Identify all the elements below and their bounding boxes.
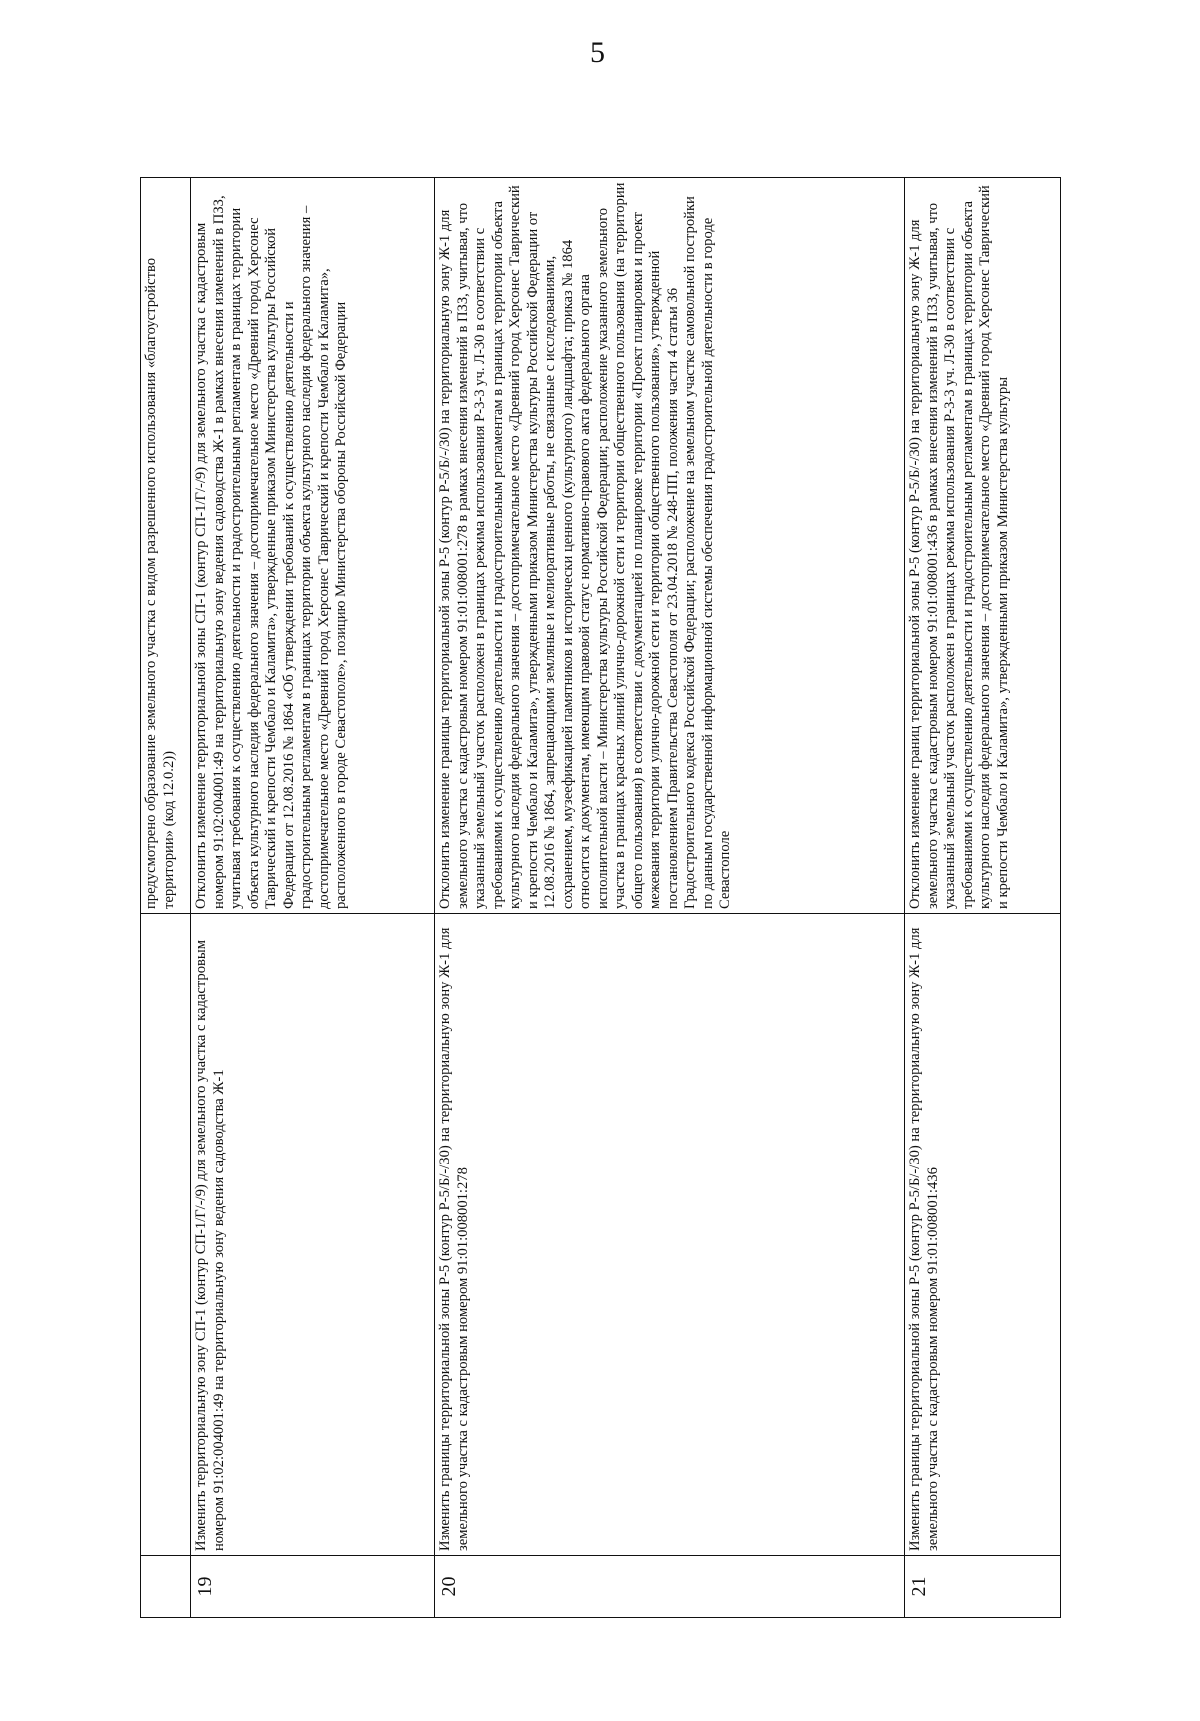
table-row: [191, 178, 435, 1618]
row-number: 20: [435, 1556, 905, 1618]
page-number: 5: [590, 36, 605, 69]
request-cell: Изменить границы территориальной зоны Р-5 (контур Р-5/Б/-/30) на территориальную зону Ж-1 для земельного участка с кадастровым номером 91:01:008001:436: [905, 914, 1061, 1556]
table-row: [905, 178, 1061, 1618]
table-row: [435, 178, 905, 1618]
row-number: 21: [905, 1556, 1061, 1618]
decision-cell: Отклонить изменение границы территориальной зоны Р-5 (контур Р-5/Б/-/30) на территориальную зону Ж-1 для земельного участка с кадастровым номером 91:01:008001:278 в рамках внесения изменений в ПЗЗ, учитывая, что указанный земельный участок расположен в границах режима использования Р-3-3 уч. Л-30 в соответствии с требованиями к осуществлению деятельности и градостроительным регламентам в границах территории объекта культурного наследия федерального значения – достопримечательное место «Древний город Херсонес Таврический и крепости Чембало и Каламита», утвержденными приказом Министерства культуры Российской Федерации от 12.08.2016 № 1864, запрещающими земляные и мелиоративные работы, не связанные с исследованиями, сохранением, музеефикацией памятников и исторически ценного (культурного) ландшафта; приказ № 1864 относится к документам, имеющим правовой статус нормативно-правового акта федерального органа исполнительной власти – Министерства культуры Российской Федерации; расположение указанного земельного участка в границах красных линий улично-дорожной сети и территории общественного пользования (на территории общего пользования) в соответствии с документацией по планировке территории «Проект планировки и проект межевания территории улично-дорожной сети и территории общественного пользования», утвержденной постановлением Правительства Севастополя от 23.04.2018 № 248-ПП, положения части 4 статьи 36 Градостроительного кодекса Российской Федерации; расположение на земельном участке самовольной постройки по данным государственной информационной системы обеспечения градостроительной деятельности в городе Севастополе: [435, 178, 905, 914]
row-number: [141, 1556, 191, 1618]
request-cell: Изменить территориальную зону СП-1 (контур СП-1/Г/-/9) для земельного участка с кадастровым номером 91:02:004001:49 на территориальную зону ведения садоводства Ж-1: [191, 914, 435, 1556]
request-cell: Изменить границы территориальной зоны Р-5 (контур Р-5/Б/-/30) на территориальную зону Ж-1 для земельного участка с кадастровым номером 91:01:008001:278: [435, 914, 905, 1556]
table-row: [141, 178, 191, 1618]
decision-cell: Отклонить изменение границ территориальной зоны Р-5 (контур Р-5/Б/-/30) на территориальную зону Ж-1 для земельного участка с кадастровым номером 91:01:008001:436 в рамках внесения изменений в ПЗЗ, учитывая, что указанный земельный участок расположен в границах режима использования Р-3-3 уч. Л-30 в соответствии с требованиями к осуществлению деятельности и градостроительным регламентам в границах территории объекта культурного наследия федерального значения – достопримечательное место «Древний город Херсонес Таврический и крепости Чембало и Каламита», утвержденными приказом Министерства культуры: [905, 178, 1061, 914]
decision-table: [140, 177, 1061, 1618]
request-cell: [141, 914, 191, 1556]
row-number: 19: [191, 1556, 435, 1618]
decision-cell: предусмотрено образование земельного участка с видом разрешенного использования «благоустройство территории» (код 12.0.2)): [141, 178, 191, 914]
decision-cell: Отклонить изменение территориальной зоны СП-1 (контур СП-1/Г/-/9) для земельного участка с кадастровым номером 91:02:004001:49 на территориальную зону ведения садоводства Ж-1 в рамках внесения изменений в ПЗЗ, учитывая требования к осуществлению деятельности и градостроительным регламентам в границах территории объекта культурного наследия федерального значения – достопримечательное место «Древний город Херсонес Таврический и крепости Чембало и Каламита», утвержденные приказом Министерства культуры Российской Федерации от 12.08.2016 № 1864 «Об утверждении требований к осуществлению деятельности и градостроительным регламентам в границах территории объекта культурного наследия федерального значения – достопримечательное место «Древний город Херсонес Таврический и крепости Чембало и Каламита», расположенного в городе Севастополе», позицию Министерства обороны Российской Федерации: [191, 178, 435, 914]
decision-table-rotated: [140, 178, 1060, 1618]
